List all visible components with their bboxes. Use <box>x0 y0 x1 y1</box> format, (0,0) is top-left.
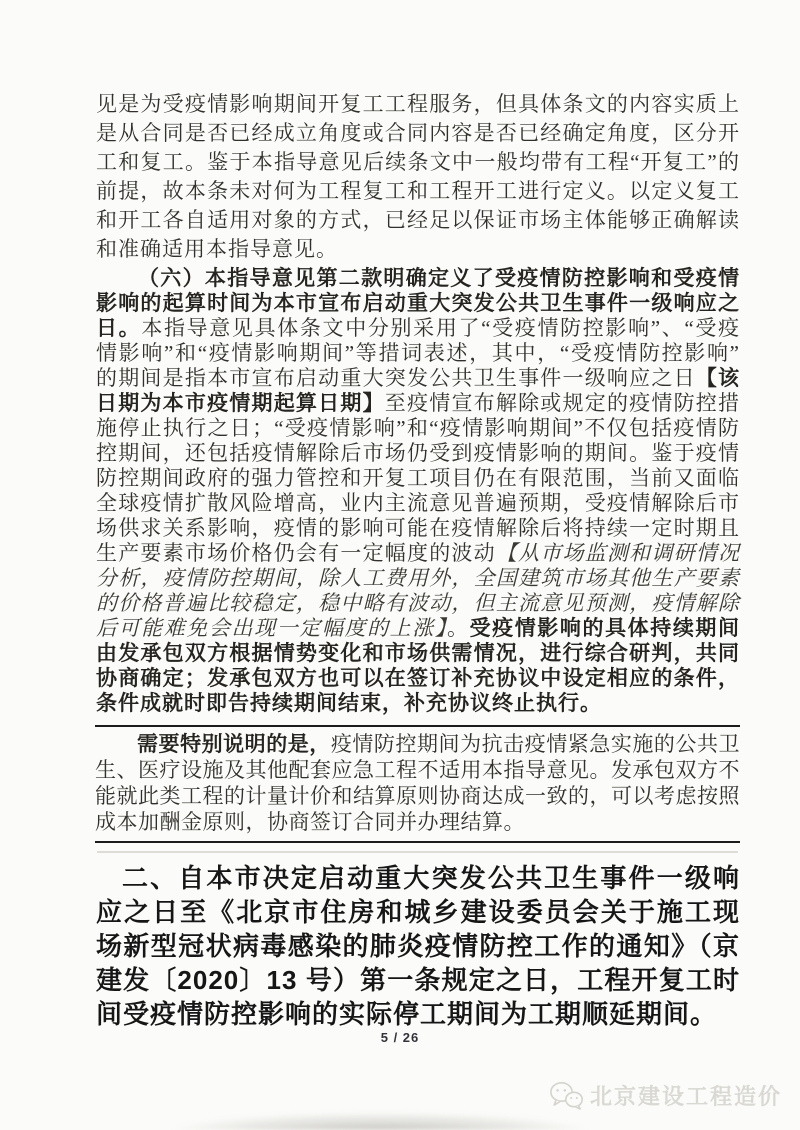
paragraph-continuation: 见是为受疫情影响期间开复工工程服务，但具体条文的内容实质上是从合同是否已经成立角度或合同内容是否已经确定角度，区分开工和复工。鉴于本指导意见后续条文中一般均带有工程“开复工”的前提，故本条未对何为工程复工和工程开工进行定义。以定义复工和开工各自适用对象的方式，已经足以保证市场主体能够正确解读和准确适用本指导意见。 <box>96 92 740 261</box>
text-run-italic: 【从市场监测和调研情况分析，疫情防控期间，除人工费用外，全国建筑市场其他生产要素的价格普遍比较稳定，稳中略有波动，但主流意见预测，疫情解除后可能难免会出现一定幅度的上涨】 <box>96 541 741 640</box>
special-note-box <box>95 725 740 843</box>
wechat-icon <box>549 1081 583 1110</box>
text-run-regular: 本指导意见具体条文中分别采用了“受疫情防控影响”、“受疫情影响”和“疫情影响期间”等措词表述，其中，“受疫情防控影响”的期间是指本市宣布启动重大突发公共卫生事件一级响应之日 <box>96 316 740 390</box>
special-note-paragraph <box>95 731 740 835</box>
page-number: 5 / 26 <box>380 1030 420 1045</box>
text-run-regular: 至疫情宣布解除或规定的疫情防控措施停止执行之日；“受疫情影响”和“疫情影响期间”不仅包括疫情防控期间，还包括疫情解除后市场仍受到疫情影响的期间。鉴于疫情防控期间政府的强力管控和开复工项目仍在有限范围，当前又面临全球疫情扩散风险增高，业内主流意见普遍预期，受疫情解除后市场供求关系影响，疫情的影响可能在疫情解除后将持续一定时期且生产要素市场价格仍会有一定幅度的波动 <box>96 391 741 565</box>
paragraph-item-six <box>96 266 740 716</box>
text-run-bold: 需要特别说明的是， <box>137 732 331 756</box>
section-two-heading: 二、自本市决定启动重大突发公共卫生事件一级响应之日至《北京市住房和城乡建设委员会关于施工现场新型冠状病毒感染的肺炎疫情防控工作的通知》（京建发〔2020〕13 号）第一条规定之日，工程开复工时间受疫情防控影响的实际停工期间为工期顺延期间。 <box>96 863 740 1029</box>
text-run-regular: 。 <box>446 616 470 640</box>
watermark-label: 北京建设工程造价 <box>589 1084 782 1109</box>
text-run-bold: 受疫情影响的具体持续期间由发承包双方根据情势变化和市场供需情况，进行综合研判，共同协商确定；发承包双方也可以在签订补充协议中设定相应的条件，条件成就时即告持续期间结束，补充协议终止执行。 <box>96 616 741 715</box>
watermark <box>549 1080 782 1111</box>
text-run-bold: （六）本指导意见第二款明确定义了受疫情防控影响和受疫情影响的起算时间为本市宣布启动重大突发公共卫生事件一级响应之日。 <box>96 266 740 340</box>
text-run-regular: 疫情防控期间为抗击疫情紧急实施的公共卫生、医疗设施及其他配套应急工程不适用本指导意见。发承包双方不能就此类工程的计量计价和结算原则协商达成一致的，可以考虑按照成本加酬金原则，协商签订合同并办理结算。 <box>95 732 741 834</box>
scan-shadow <box>170 1112 590 1130</box>
text-run-bold: 【该日期为本市疫情期起算日期】 <box>96 366 741 415</box>
